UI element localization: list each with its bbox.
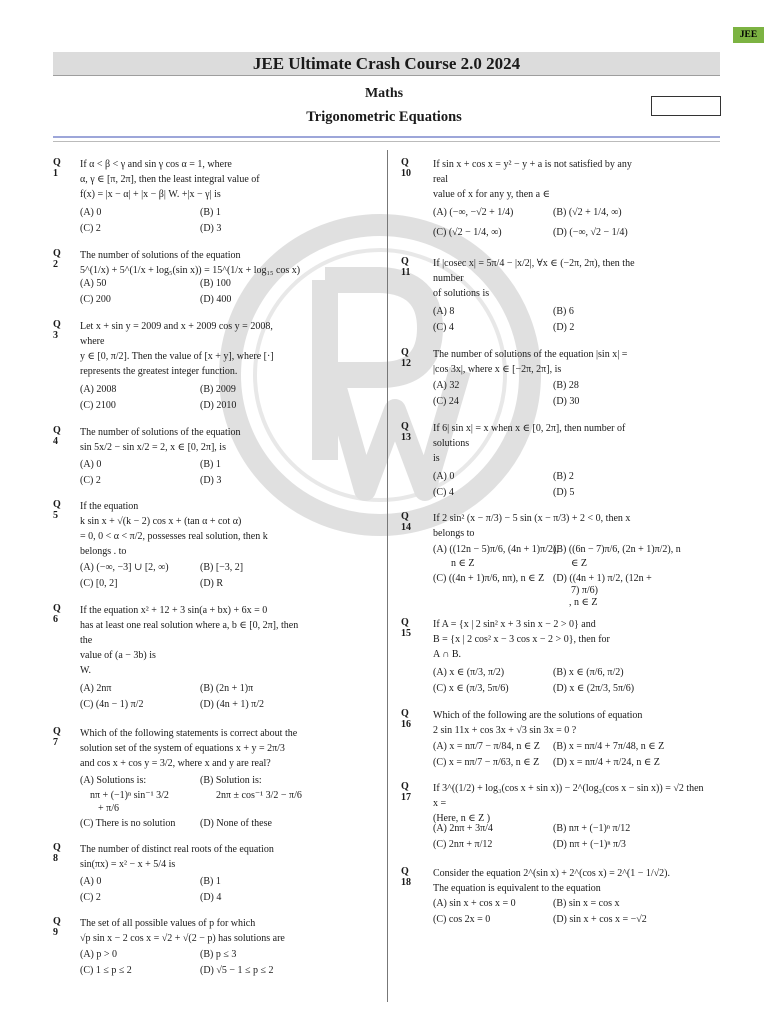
option-b-cont: ∈ Z — [571, 558, 588, 569]
empty-box — [651, 96, 721, 116]
question-line: The set of all possible values of p for which — [80, 918, 256, 929]
question-text — [80, 603, 298, 678]
question-number: Q 13 — [401, 421, 411, 443]
option-c: (C) 1 ≤ p ≤ 2 — [80, 965, 132, 976]
question-line: y ∈ [0, π/2]. Then the value of [x + y], where [·] — [80, 351, 274, 362]
question-text — [433, 157, 632, 202]
option-b: (B) 1 — [200, 876, 221, 887]
header-rule-thin — [53, 141, 720, 142]
page-title: JEE Ultimate Crash Course 2.0 2024 — [53, 52, 720, 76]
question-text — [433, 421, 625, 466]
question-line: solutions — [433, 438, 470, 449]
option-c: (C) 2nπ + π/12 — [433, 839, 493, 850]
option-a: (A) 50 — [80, 278, 107, 289]
question-line: α, γ ∈ [π, 2π], then the least integral value of — [80, 174, 260, 185]
option-a: (A) 0 — [433, 471, 455, 482]
chapter-heading: Trigonometric Equations — [306, 109, 462, 125]
question-number: Q 12 — [401, 347, 411, 369]
option-c: (C) (√2 − 1/4, ∞) — [433, 227, 502, 238]
question-line: real — [433, 174, 448, 185]
option-d: (D) x = nπ/4 + π/24, n ∈ Z — [553, 757, 660, 768]
question-line: If α < β < γ and sin γ cos α = 1, where — [80, 159, 232, 170]
option-a: (A) p > 0 — [80, 949, 118, 960]
question-number: Q 2 — [53, 248, 61, 270]
option-d-cont: 7) π/6) — [571, 585, 598, 596]
question-line: 5^(1/x) + 5^(1/x + log₅(sin x)) = 15^(1/x + log₁₅ cos x) — [80, 265, 301, 276]
option-c: (C) x = nπ/7 − π/63, n ∈ Z — [433, 757, 540, 768]
question-line: the — [80, 635, 93, 646]
option-d: (D) 2 — [553, 322, 575, 333]
question-line: Consider the equation 2^(sin x) + 2^(cos x) = 2^(1 − 1/√2). — [433, 868, 671, 879]
question-text — [80, 248, 300, 278]
question-text — [433, 511, 630, 541]
question-number: Q 16 — [401, 708, 411, 730]
option-a: (A) 2nπ + 3π/4 — [433, 823, 493, 834]
question-text — [80, 842, 274, 872]
option-a: (A) 0 — [80, 207, 102, 218]
option-d-cont: , n ∈ Z — [569, 597, 598, 608]
question-text — [433, 781, 704, 826]
question-number: Q 1 — [53, 157, 61, 179]
option-a-expression-cont: + π/6 — [98, 803, 119, 814]
question-number: Q 18 — [401, 866, 411, 888]
option-a: (A) ((12n − 5)π/6, (4n + 1)π/2), — [433, 544, 559, 555]
option-c: (C) There is no solution — [80, 818, 176, 829]
question-line: solution set of the system of equations x + y = 2π/3 — [80, 743, 285, 754]
question-text — [433, 347, 627, 377]
question-number: Q 15 — [401, 617, 411, 639]
option-a: (A) 2008 — [80, 384, 117, 395]
option-c: (C) 2 — [80, 223, 101, 234]
question-line: value of x for any y, then a ∈ — [433, 189, 550, 200]
option-c: (C) cos 2x = 0 — [433, 914, 491, 925]
question-line: f(x) = |x − α| + |x − β| W. +|x − γ| is — [80, 189, 221, 200]
option-a: (A) (−∞, −√2 + 1/4) — [433, 207, 514, 218]
question-line: If the equation x² + 12 + 3 sin(a + bx) + 6x = 0 — [80, 605, 268, 616]
question-number: Q 17 — [401, 781, 411, 803]
question-line: |cos 3x|, where x ∈ [−2π, 2π], is — [433, 364, 562, 375]
subject-heading: Maths — [364, 86, 404, 101]
question-line: Which of the following statements is correct about the — [80, 728, 298, 739]
option-b: (B) 1 — [200, 207, 221, 218]
question-line: The number of solutions of the equation |sin x| = — [433, 349, 628, 360]
question-line: A ∩ B. — [433, 649, 462, 660]
question-line: Which of the following are the solutions of equation — [433, 710, 643, 721]
option-b: (B) 100 — [200, 278, 231, 289]
option-a: (A) 32 — [433, 380, 460, 391]
question-line: Let x + sin y = 2009 and x + 2009 cos y = 2008, — [80, 321, 273, 332]
question-text — [433, 708, 642, 738]
option-d: (D) nπ + (−1)ⁿ π/3 — [553, 839, 626, 850]
option-d: (D) 4 — [200, 892, 222, 903]
option-b: (B) ((6n − 7)π/6, (2n + 1)π/2), n — [553, 544, 681, 555]
option-b: (B) 6 — [553, 306, 574, 317]
option-c: (C) 200 — [80, 294, 111, 305]
option-b: (B) (√2 + 1/4, ∞) — [553, 207, 622, 218]
option-c: (C) 2 — [80, 475, 101, 486]
question-line: If the equation — [80, 501, 139, 512]
option-b: (B) [−3, 2] — [200, 562, 244, 573]
question-line: is — [433, 453, 440, 464]
question-line: represents the greatest integer function. — [80, 366, 238, 377]
option-b: (B) p ≤ 3 — [200, 949, 237, 960]
question-line: of solutions is — [433, 288, 490, 299]
option-b: (B) 2 — [553, 471, 574, 482]
option-a-expression: nπ + (−1)ⁿ sin⁻¹ 3/2 — [90, 790, 169, 801]
option-b: (B) x ∈ (π/6, π/2) — [553, 667, 624, 678]
question-line: W. — [80, 665, 92, 676]
question-line: The equation is equivalent to the equation — [433, 883, 601, 894]
option-a-cont: n ∈ Z — [451, 558, 475, 569]
question-line: x = — [433, 798, 447, 809]
option-b: (B) 2009 — [200, 384, 236, 395]
exam-tag: JEE — [733, 27, 764, 43]
question-line: The number of solutions of the equation — [80, 427, 241, 438]
option-b: (B) x = nπ/4 + 7π/48, n ∈ Z — [553, 741, 665, 752]
question-line: (Here, n ∈ Z ) — [433, 813, 491, 824]
option-a: (A) 8 — [433, 306, 455, 317]
question-text — [433, 866, 670, 896]
question-number: Q 5 — [53, 499, 61, 521]
question-line: If A = {x | 2 sin² x + 3 sin x − 2 > 0} and — [433, 619, 596, 630]
question-text — [80, 319, 274, 379]
question-line: 2 sin 11x + cos 3x + √3 sin 3x = 0 ? — [433, 725, 577, 736]
option-c: (C) [0, 2] — [80, 578, 118, 589]
question-number: Q 3 — [53, 319, 61, 341]
question-line: sin(πx) = x² − x + 5/4 is — [80, 859, 176, 870]
option-b: (B) 1 — [200, 459, 221, 470]
question-line: If sin x + cos x = y² − y + a is not satisfied by any — [433, 159, 632, 170]
option-b-expression: 2nπ ± cos⁻¹ 3/2 − π/6 — [216, 790, 302, 801]
question-text — [80, 157, 260, 202]
option-c: (C) 24 — [433, 396, 459, 407]
option-d: (D) x ∈ (2π/3, 5π/6) — [553, 683, 635, 694]
option-d: (D) 400 — [200, 294, 232, 305]
option-c: (C) 4 — [433, 322, 454, 333]
question-number: Q 11 — [401, 256, 411, 278]
option-d: (D) (−∞, √2 − 1/4) — [553, 227, 628, 238]
question-text — [433, 617, 610, 662]
option-c: (C) x ∈ (π/3, 5π/6) — [433, 683, 509, 694]
option-d: (D) 3 — [200, 223, 222, 234]
option-b: (B) sin x = cos x — [553, 898, 620, 909]
question-line: number — [433, 273, 464, 284]
option-d: (D) sin x + cos x = −√2 — [553, 914, 647, 925]
option-d: (D) None of these — [200, 818, 272, 829]
option-d: (D) 3 — [200, 475, 222, 486]
question-number: Q 7 — [53, 726, 61, 748]
option-a: (A) 0 — [80, 876, 102, 887]
option-d: (D) (4n + 1) π/2 — [200, 699, 265, 710]
question-line: has at least one real solution where a, b ∈ [0, 2π], then — [80, 620, 299, 631]
question-number: Q 10 — [401, 157, 411, 179]
question-number: Q 4 — [53, 425, 61, 447]
question-line: value of (a − 3b) is — [80, 650, 156, 661]
question-line: sin 5x/2 − sin x/2 = 2, x ∈ [0, 2π], is — [80, 442, 226, 453]
question-text — [433, 256, 635, 301]
question-number: Q 9 — [53, 916, 61, 938]
option-a: (A) sin x + cos x = 0 — [433, 898, 516, 909]
question-number: Q 8 — [53, 842, 61, 864]
question-number: Q 6 — [53, 603, 61, 625]
option-d: (D) 5 — [553, 487, 575, 498]
option-b: (B) nπ + (−1)ⁿ π/12 — [553, 823, 631, 834]
option-c: (C) ((4n + 1)π/6, nπ), n ∈ Z — [433, 573, 545, 584]
question-line: If 3^((1/2) + log₃(cos x + sin x)) − 2^(log₂(cos x − sin x)) = √2 then — [433, 783, 704, 794]
header-rule — [53, 136, 720, 138]
question-line: √p sin x − 2 cos x = √2 + √(2 − p) has solutions are — [80, 933, 285, 944]
question-line: B = {x | 2 cos² x − 3 cos x − 2 > 0}, then for — [433, 634, 610, 645]
option-a: (A) 0 — [80, 459, 102, 470]
option-d: (D) ((4n + 1) π/2, (12n + — [553, 573, 652, 584]
question-line: k sin x + √(k − 2) cos x + (tan α + cot α) — [80, 516, 242, 527]
option-c: (C) (4n − 1) π/2 — [80, 699, 144, 710]
option-a: (A) x ∈ (π/3, π/2) — [433, 667, 505, 678]
question-number: Q 14 — [401, 511, 411, 533]
question-text — [80, 726, 297, 771]
option-d: (D) 30 — [553, 396, 580, 407]
question-line: belongs . to — [80, 546, 127, 557]
question-line: The number of solutions of the equation — [80, 250, 241, 261]
question-line: The number of distinct real roots of the equation — [80, 844, 274, 855]
option-a: (A) Solutions is: — [80, 775, 147, 786]
question-text — [80, 916, 285, 946]
option-a: (A) (−∞, −3] ∪ [2, ∞) — [80, 562, 169, 573]
option-c: (C) 4 — [433, 487, 454, 498]
question-line: and cos x + cos y = 3/2, where x and y are real? — [80, 758, 271, 769]
question-line: If 6| sin x| = x when x ∈ [0, 2π], then number of — [433, 423, 626, 434]
option-d: (D) √5 − 1 ≤ p ≤ 2 — [200, 965, 274, 976]
option-b: (B) Solution is: — [200, 775, 262, 786]
option-b: (B) (2n + 1)π — [200, 683, 254, 694]
option-c: (C) 2100 — [80, 400, 116, 411]
option-d: (D) R — [200, 578, 224, 589]
question-line: = 0, 0 < α < π/2, possesses real solution, then k — [80, 531, 268, 542]
option-a: (A) x = nπ/7 − π/84, n ∈ Z — [433, 741, 540, 752]
question-text — [80, 425, 241, 455]
question-line: If |cosec x| = 5π/4 − |x/2|, ∀x ∈ (−2π, 2π), then the — [433, 258, 635, 269]
question-line: belongs to — [433, 528, 475, 539]
question-text — [80, 499, 268, 559]
option-a: (A) 2nπ — [80, 683, 112, 694]
option-b: (B) 28 — [553, 380, 579, 391]
option-c: (C) 2 — [80, 892, 101, 903]
question-line: where — [80, 336, 105, 347]
option-d: (D) 2010 — [200, 400, 237, 411]
question-line: If 2 sin² (x − π/3) − 5 sin (x − π/3) + 2 < 0, then x — [433, 513, 631, 524]
